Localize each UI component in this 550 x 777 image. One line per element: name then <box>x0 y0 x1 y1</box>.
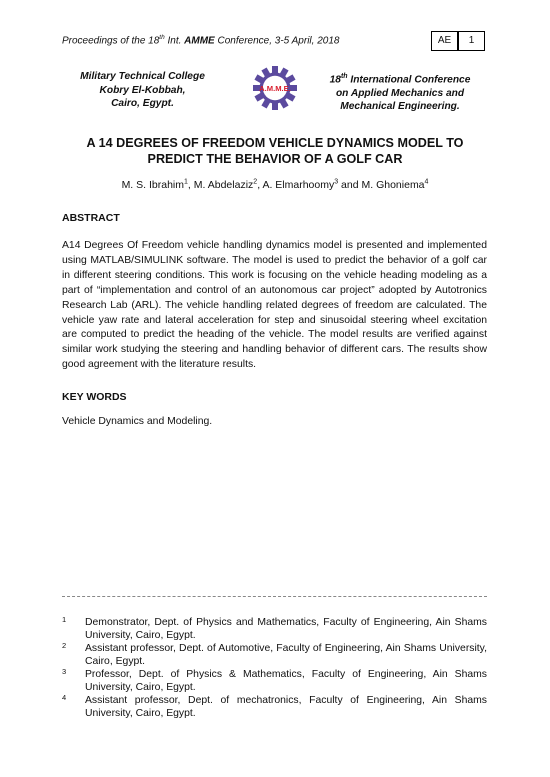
abstract-heading: ABSTRACT <box>62 212 120 224</box>
page-number-box: 1 <box>458 31 485 51</box>
running-head: Proceedings of the 18th Int. AMME Conference, 3-5 April, 2018 <box>62 34 340 47</box>
abstract-text: A14 Degrees Of Freedom vehicle handling dynamics model is presented and implemented using MATLAB/SIMULINK software. The model is used to predict the behavior of a golf car in different steering conditions. This work is focusing on the vehicle heading modeling as a part of “implementation and control of an autonomous car project” adopted by Autotronics Research Lab (ARL). The vehicle handling related degrees of freedom are calculated. The vehicle yaw rate and lateral acceleration for step and sinusoidal steering wheel excitation are computed to predict the heading of the vehicle. The model results are verified against similar work studying the steering and handling behavior of different cars. The results show good agreement with the literature results. <box>62 240 487 371</box>
affiliation-line: Kobry El-Kobbah, <box>99 84 186 96</box>
author: M. S. Ibrahim$^1$, <box>121 178 194 191</box>
amme-logo <box>251 64 299 112</box>
paper-code-box: AE <box>431 31 458 51</box>
paper-title: A 14 DEGREES OF FREEDOM VEHICLE DYNAMICS MODEL TO PREDICT THE BEHAVIOR OF A GOLF CAR <box>86 136 464 166</box>
author: M. Abdelaziz$^2$, <box>193 178 263 191</box>
author: A. Elmarhoomy$^3$ and <box>262 178 362 191</box>
keywords-heading: KEY WORDS <box>62 391 127 403</box>
logo-text: A.M.M.E. <box>259 83 291 93</box>
footnote: 1 Demonstrator, Dept. of Physics and Mathematics, Faculty of Engineering, Ain Shams University, Cairo, Egypt. <box>62 615 487 641</box>
footnote-separator <box>62 596 487 597</box>
affiliation-left <box>60 70 225 111</box>
footnote: 2 Assistant professor, Dept. of Automotive, Faculty of Engineering, Ain Shams University, Cairo, Egypt. <box>62 641 487 667</box>
affiliation-line: Cairo, Egypt. <box>111 98 174 109</box>
keywords-text: Vehicle Dynamics and Modeling. <box>62 416 213 427</box>
affiliation-right: 18th International Conference on Applied Mechanics and Mechanical Engineering. <box>329 73 471 113</box>
author-list <box>60 178 490 191</box>
author: M. Ghoniema$^4$ <box>361 178 429 191</box>
footnote: 3 Professor, Dept. of Physics & Mathematics, Faculty of Engineering, Ain Shams University, Cairo, Egypt. <box>62 667 487 693</box>
affiliation-line: Military Technical College <box>80 71 205 82</box>
footnote: 4 Assistant professor, Dept. of mechatronics, Faculty of Engineering, Ain Shams University, Cairo, Egypt. <box>62 693 487 719</box>
